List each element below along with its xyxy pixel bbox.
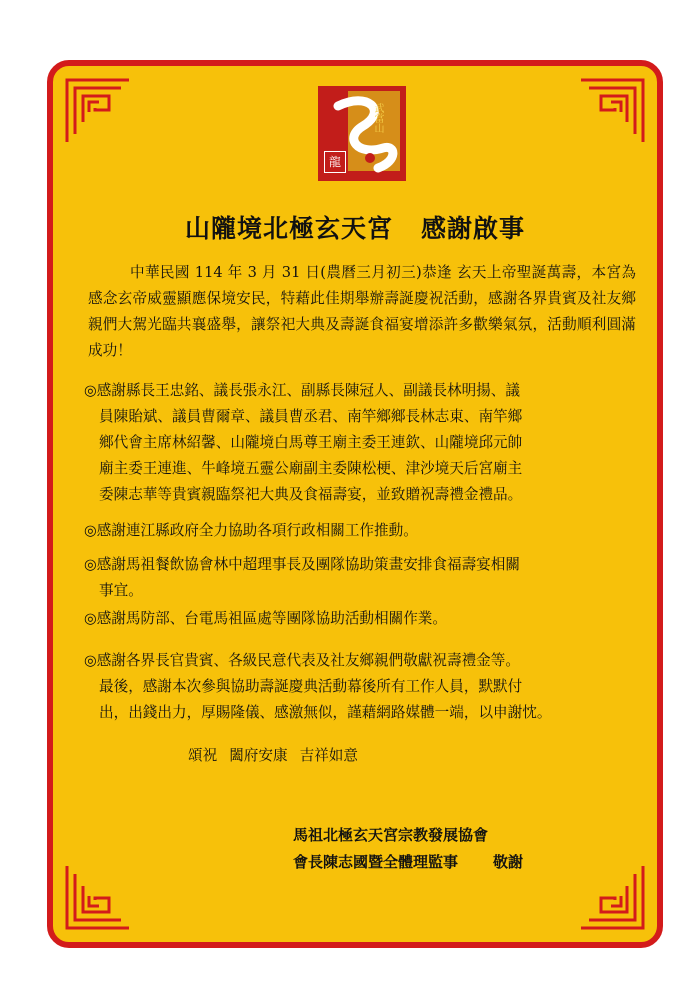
title-announcement: 感謝啟事 <box>421 214 526 243</box>
thanks-item-text: 感謝馬防部、台電馬祖區處等團隊協助活動相關作業。 <box>96 610 447 627</box>
bullet-mark: ◎ <box>84 382 97 399</box>
corner-ornament-top-right <box>577 76 647 146</box>
thanks-item <box>84 648 644 726</box>
greeting-word: 頌祝 <box>188 747 218 764</box>
thanks-item-line: 出，出錢出力，厚賜隆儀、感激無似，謹藉網路媒體一端，以申謝忱。 <box>99 704 552 721</box>
signature-names: 會長陳志國暨全體理監事 <box>293 853 459 871</box>
thanks-item <box>84 606 644 632</box>
thanks-item-line: 廟主委王連進、牛峰境五靈公廟副主委陳松梗、津沙境天后宮廟主 <box>99 460 523 477</box>
thanks-item-text: 感謝各界長官貴賓、各級民意代表及社友鄉親們敬獻祝壽禮金等。 <box>96 652 520 669</box>
signature-chairman <box>293 851 523 872</box>
intro-paragraph: 中華民國 114 年 3 月 31 日(農曆三月初三)恭逢 玄天上帝聖誕萬壽，本宮為感念玄帝威靈顯應保境安民，特藉此佳期舉辦壽誕慶祝活動，感謝各界貴賓及社友鄉親們大駕光臨共襄盛舉，讓祭祀大典及壽誕食福宴增添許多歡樂氣氛，活動順利圓滿成功！ <box>88 264 636 359</box>
thanks-item-line: 委陳志華等貴賓親臨祭祀大典及食福壽宴，並致贈祝壽禮金禮品。 <box>99 486 523 503</box>
logo-seal: 龍 <box>324 151 346 173</box>
thanks-item <box>84 552 644 604</box>
thanks-item <box>84 518 644 544</box>
corner-ornament-bottom-left <box>63 862 133 932</box>
signature-thanks: 敬謝 <box>493 853 524 871</box>
closing-greeting <box>188 744 358 765</box>
thanks-item-text: 感謝連江縣政府全力協助各項行政相關工作推動。 <box>96 522 418 539</box>
corner-ornament-top-left <box>63 76 133 146</box>
bullet-mark: ◎ <box>84 610 97 627</box>
thanks-item-text: 感謝縣長王忠銘、議長張永江、副縣長陳冠人、副議長林明揚、議 <box>96 382 520 399</box>
thanks-item-line: 最後，感謝本次參與協助壽誕慶典活動幕後所有工作人員，默默付 <box>99 678 523 695</box>
thanks-item-text: 感謝馬祖餐飲協會林中超理事長及團隊協助策畫安排食福壽宴相關 <box>96 556 520 573</box>
thanks-item-line: 事宜。 <box>99 582 143 599</box>
temple-logo <box>318 86 406 181</box>
corner-ornament-bottom-right <box>577 862 647 932</box>
greeting-wish-1: 闔府安康 <box>229 747 288 764</box>
bullet-mark: ◎ <box>84 652 97 669</box>
thanks-item <box>84 378 644 508</box>
signature-organization: 馬祖北極玄天宮宗教發展協會 <box>293 826 489 844</box>
bullet-mark: ◎ <box>84 556 97 573</box>
page-title <box>53 209 657 245</box>
greeting-wish-2: 吉祥如意 <box>299 747 358 764</box>
poster-frame <box>47 60 663 948</box>
thanks-item-line: 鄉代會主席林紹馨、山隴境白馬尊王廟主委王連欽、山隴境邱元帥 <box>99 434 523 451</box>
bullet-mark: ◎ <box>84 522 97 539</box>
title-temple-name: 山隴境北極玄天宮 <box>184 214 393 243</box>
thanks-item-line: 員陳貽斌、議員曹爾章、議員曹丞君、南竿鄉鄉長林志東、南竿鄉 <box>99 408 523 425</box>
logo-text-vertical: 武當山 <box>372 103 383 133</box>
